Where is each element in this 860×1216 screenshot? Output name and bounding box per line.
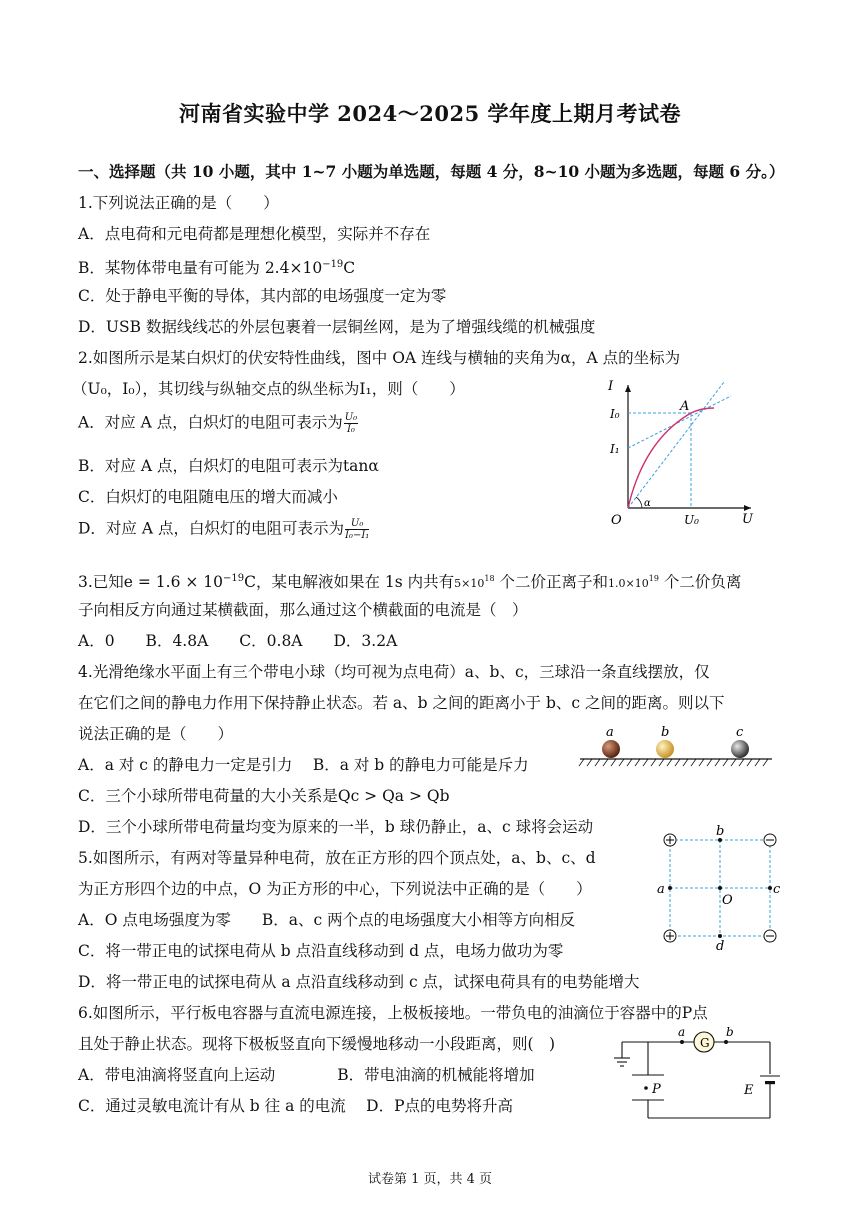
fig-label-d: d (716, 939, 725, 950)
ball-label-b: b (661, 725, 670, 740)
q6-stem-1: 6.如图所示，平行板电容器与直流电源连接，上极板接地。一带负电的油滴位于容器中的P点 (78, 1004, 708, 1022)
q4-option-c: C．三个小球所带电荷量的大小关系是Qc > Qa > Qb (78, 787, 450, 805)
q2-stem-2: （U₀，I₀），其切线与纵轴交点的纵坐标为I₁，则（ ） (72, 380, 465, 398)
q1-option-c: C．处于静电平衡的导体，其内部的电场强度一定为零 (78, 287, 447, 305)
q1-option-a: A．点电荷和元电荷都是理想化模型，实际并不存在 (78, 225, 431, 243)
fig-label-a: A (680, 399, 690, 414)
fig-label-i0: I₀ (610, 407, 620, 421)
q3-options: A．0 B．4.8A C．0.8A D．3.2A (78, 632, 398, 650)
q3-stem-1: 3.已知$e = 1.6 \times 10^{-19}C$，某电解液如果在 1s 内共有$5\times 10^{18}$ 个二价正离子和$1.0\times 10^{19}$ 个二价负离 (78, 573, 742, 592)
q2-option-b: B．对应 A 点，白炽灯的电阻可表示为tanα (78, 457, 379, 475)
q2-stem-1: 2.如图所示是某白炽灯的伏安特性曲线，图中 OA 连线与横轴的夹角为α，A 点的坐标为 (78, 349, 681, 367)
ball-b (656, 740, 674, 758)
ball-label-c: c (736, 725, 744, 740)
q5-options-ab: A．O 点电场强度为零 B．a、c 两个点的电场强度大小相等方向相反 (78, 911, 576, 929)
q2-option-d: D．对应 A 点，白炽灯的电阻可表示为 $\frac{\text{U₀}}{\text{I₀−I₁}}$ (78, 518, 370, 541)
ball-label-a: a (606, 725, 614, 740)
q1-option-d: D．USB 数据线线芯的外层包裹着一层铜丝网，是为了增强线缆的机械强度 (78, 318, 596, 336)
q5-option-d: D．将一带正电的试探电荷从 a 点沿直线移动到 c 点，试探电荷具有的电势能增大 (78, 973, 640, 991)
fig-label-i: I (608, 380, 614, 394)
q4-stem-3: 说法正确的是（ ） (78, 725, 234, 743)
q1-option-b: B．某物体带电量有可能为 $2.4\times 10^{-19}C$ (78, 259, 356, 278)
q2-option-c: C．白炽灯的电阻随电压的增大而减小 (78, 488, 338, 506)
square-charges-figure (654, 822, 784, 950)
q4-stem-1: 4.光滑绝缘水平面上有三个带电小球（均可视为点电荷）a、b、c，三球沿一条直线摆放，仅 (78, 663, 710, 681)
section-heading: 一、选择题（共 10 小题，其中 1~7 小题为单选题，每题 4 分，8~10 小题为多选题，每题 6 分。） (78, 162, 785, 181)
fig-label-b: b (726, 1025, 734, 1039)
q4-option-d: D．三个小球所带电荷量均变为原来的一半，b 球仍静止，a、c 球将会运动 (78, 818, 594, 836)
galvanometer-g: G (700, 1036, 710, 1050)
q4-stem-2: 在它们之间的静电力作用下保持静止状态。若 a、b 之间的距离小于 b、c 之间的距离。则以下 (78, 694, 725, 712)
q1-stem: 1.下列说法正确的是（ ） (78, 194, 279, 212)
fig-label-b: b (716, 824, 725, 839)
fig-label-a: a (678, 1025, 686, 1039)
ball-a (602, 740, 620, 758)
fig-label-a: a (657, 882, 665, 897)
fig-label-e: E (744, 1083, 754, 1098)
q4-options-ab: A．a 对 c 的静电力一定是引力 B．a 对 b 的静电力可能是斥力 (78, 756, 529, 774)
fig-label-o: O (611, 513, 622, 528)
page-title: 河南省实验中学 2024～2025 学年度上期月考试卷 (178, 101, 681, 126)
q3-stem-2: 子向相反方向通过某横截面，那么通过这个横截面的电流是（ ） (78, 601, 528, 619)
fig-label-p: P (652, 1082, 661, 1097)
fig-label-u: U (742, 512, 753, 527)
fig-label-alpha: α (644, 498, 651, 509)
fig-label-i1: I₁ (610, 442, 620, 456)
q5-option-c: C．将一带正电的试探电荷从 b 点沿直线移动到 d 点，电场力做功为零 (78, 942, 564, 960)
page-footer: 试卷第 1 页，共 4 页 (367, 1172, 493, 1187)
capacitor-circuit-figure (612, 1022, 782, 1126)
fig-label-c: c (773, 882, 781, 897)
q2-option-a: A．对应 A 点，白炽灯的电阻可表示为 $\frac{\text{U₀}}{\text{I₀}}$ (78, 412, 358, 435)
q6-options-ab: A．带电油滴将竖直向上运动 B．带电油滴的机械能将增加 (78, 1066, 535, 1084)
q5-stem-1: 5.如图所示，有两对等量异种电荷，放在正方形的四个顶点处，a、b、c、d (78, 849, 596, 867)
q5-stem-2: 为正方形四个边的中点，O 为正方形的中心，下列说法中正确的是（ ） (78, 880, 592, 898)
fig-label-o: O (722, 893, 733, 908)
iv-curve-figure (606, 380, 756, 530)
three-balls-figure (578, 722, 774, 772)
q6-stem-2: 且处于静止状态。现将下极板竖直向下缓慢地移动一小段距离，则( ) (78, 1035, 556, 1053)
fig-label-u0: U₀ (684, 513, 699, 527)
q6-options-cd: C．通过灵敏电流计有从 b 往 a 的电流 D．P点的电势将升高 (78, 1097, 514, 1115)
ball-c (731, 740, 749, 758)
